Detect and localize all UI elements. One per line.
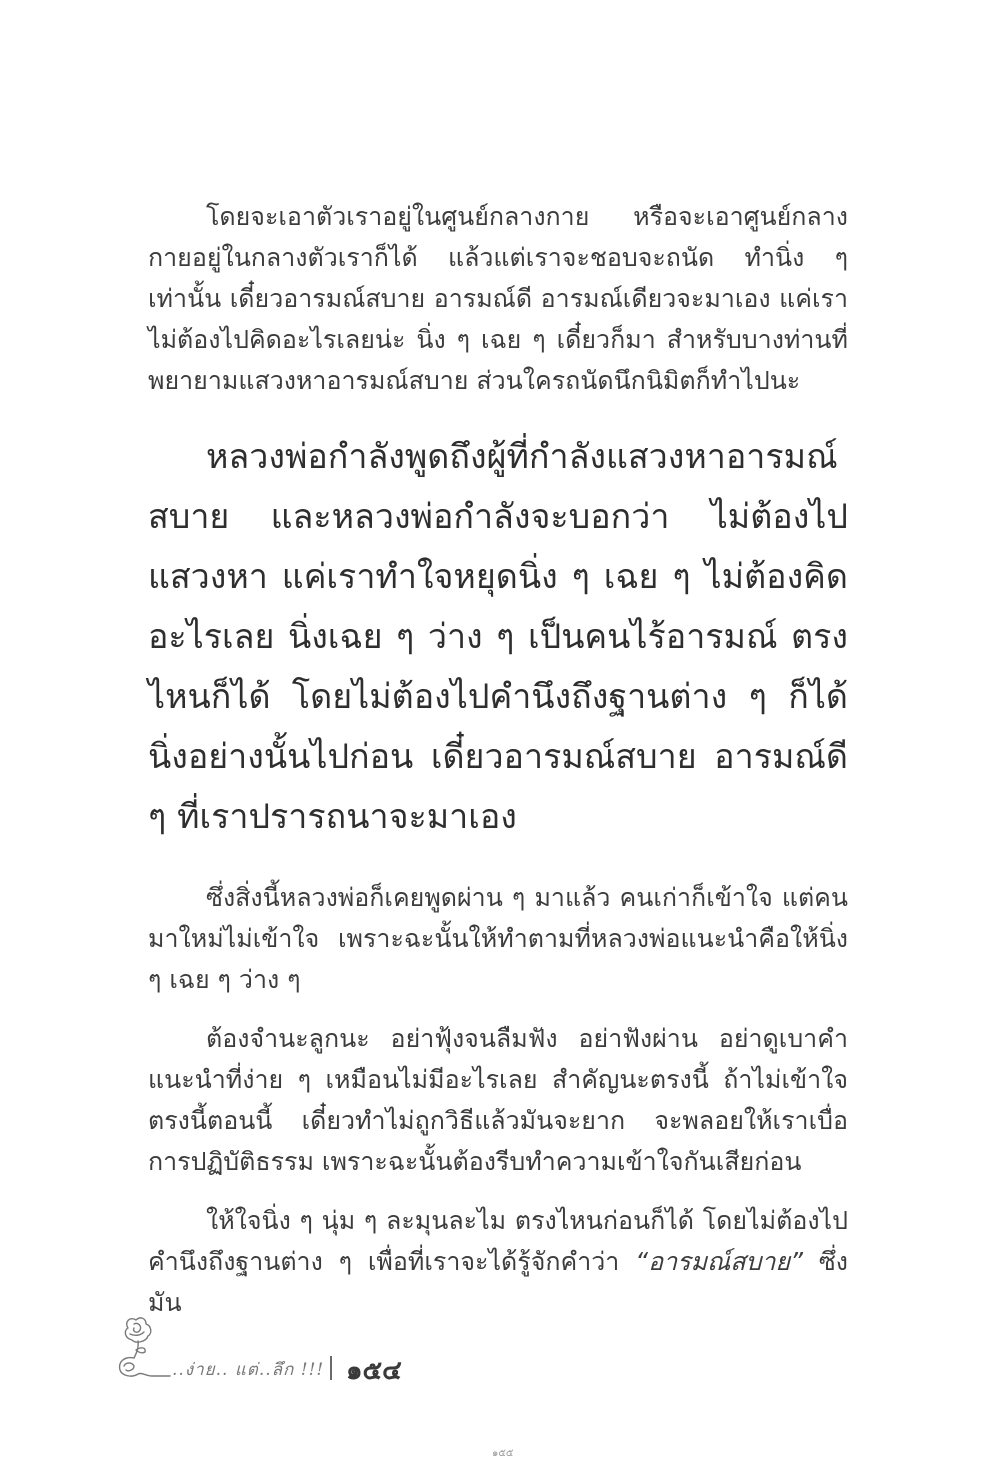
page-footer xyxy=(112,1310,532,1386)
paragraph-4 xyxy=(148,1200,848,1323)
paragraph-4-tail: ซึ่งมัน xyxy=(148,1247,849,1317)
footer-tagline: ..ง่าย.. แต่..ลึก !!! xyxy=(172,1360,325,1380)
paragraph-1: โดยจะเอาตัวเราอยู่ในศูนย์กลางกาย หรือจะเอาศูนย์กลางกายอยู่ในกลางตัวเราก็ได้ แล้วแต่เราจะชอบจะถนัด ทำนิ่ง ๆ เท่านั้น เดี๋ยวอารมณ์สบาย อารมณ์ดี อารมณ์เดียวจะมาเอง แค่เราไม่ต้องไปคิดอะไรเลยน่ะ นิ่ง ๆ เฉย ๆ เดี๋ยวก็มา สำหรับบางท่านที่พยายามแสวงหาอารมณ์สบาย ส่วนใครถนัดนึกนิมิตก็ทำไปนะ xyxy=(148,202,848,395)
page-body xyxy=(148,196,848,1323)
paragraph-4-text: ให้ใจนิ่ง ๆ นุ่ม ๆ ละมุนละไม ตรงไหนก่อนก็ได้ โดยไม่ต้องไปคำนึงถึงฐานต่าง ๆ เพื่อที่เราจะได้รู้จักคำว่า xyxy=(148,1206,848,1276)
footer-divider xyxy=(330,1356,332,1380)
quote-paragraph: หลวงพ่อกำลังพูดถึงผู้ที่กำลังแสวงหาอารมณ์สบาย และหลวงพ่อกำลังจะบอกว่า ไม่ต้องไปแสวงหา แค่เราทำใจหยุดนิ่ง ๆ เฉย ๆ ไม่ต้องคิดอะไรเลย นิ่งเฉย ๆ ว่าง ๆ เป็นคนไร้อารมณ์ ตรงไหนก็ได้ โดยไม่ต้องไปคำนึงถึงฐานต่าง ๆ ก็ได้ นิ่งอย่างนั้นไปก่อน เดี๋ยวอารมณ์สบาย อารมณ์ดี ๆ ที่เราปรารถนาจะมาเอง xyxy=(148,437,848,837)
paragraph-2: ซึ่งสิ่งนี้หลวงพ่อก็เคยพูดผ่าน ๆ มาแล้ว คนเก่าก็เข้าใจ แต่คนมาใหม่ไม่เข้าใจ เพราะฉะนั้นให้ทำตามที่หลวงพ่อแนะนำคือให้นิ่ง ๆ เฉย ๆ ว่าง ๆ xyxy=(148,883,848,994)
page-number: ๑๕๔ xyxy=(346,1356,402,1386)
bottom-page-mark: ๑๕๕ xyxy=(492,1448,514,1459)
paragraph-3: ต้องจำนะลูกนะ อย่าฟุ้งจนลืมฟัง อย่าฟังผ่าน อย่าดูเบาคำแนะนำที่ง่าย ๆ เหมือนไม่มีอะไรเลย สำคัญนะตรงนี้ ถ้าไม่เข้าใจตรงนี้ตอนนี้ เดี๋ยวทำไม่ถูกวิธีแล้วมันจะยาก จะพลอยให้เราเบื่อการปฏิบัติธรรม เพราะฉะนั้นต้องรีบทำความเข้าใจกันเสียก่อน xyxy=(148,1024,848,1176)
paragraph-4-emphasis: “อารมณ์สบาย” xyxy=(635,1247,804,1276)
